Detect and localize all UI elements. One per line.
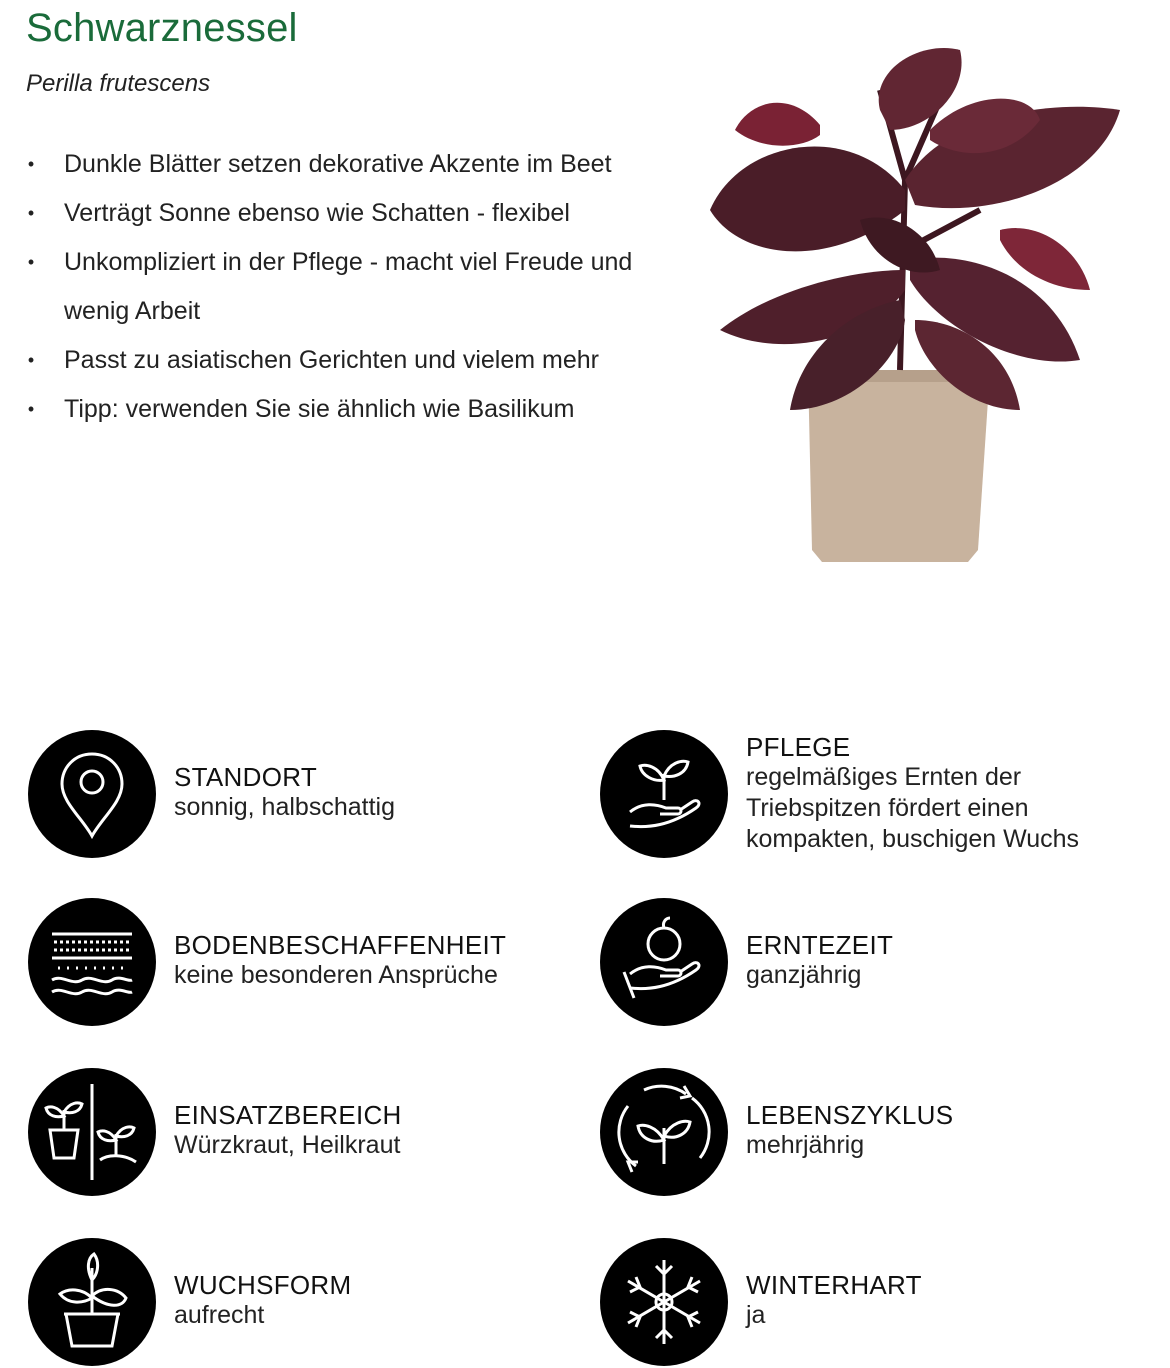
bullet-text: Tipp: verwenden Sie sie ähnlich wie Basilikum [64, 395, 575, 423]
feature-value: ja [746, 1301, 766, 1329]
bullet-text: Verträgt Sonne ebenso wie Schatten - flexibel [64, 199, 570, 227]
feature-label: STANDORT [174, 762, 318, 792]
soil-layers-icon [28, 898, 156, 1026]
feature-boden [28, 898, 568, 1028]
potted-plant-icon [28, 1238, 156, 1366]
feature-value: sonnig, halbschattig [174, 793, 395, 821]
pot-and-garden-icon [28, 1068, 156, 1196]
feature-winter [600, 1238, 1140, 1368]
plant-image [700, 30, 1140, 570]
feature-label: BODENBESCHAFFENHEIT [174, 930, 507, 960]
bullet-item: • Passt zu asiatischen Gerichten und vielem mehr [27, 346, 599, 374]
feature-label: WUCHSFORM [174, 1270, 352, 1300]
product-latin-name: Perilla frutescens [26, 70, 211, 97]
bullet-item: • Dunkle Blätter setzen dekorative Akzente im Beet [27, 150, 612, 178]
feature-leben [600, 1068, 1140, 1198]
seedling-hand-icon [600, 730, 728, 858]
bullet-text: Dunkle Blätter setzen dekorative Akzente im Beet [64, 150, 612, 178]
feature-label: ERNTEZEIT [746, 930, 894, 960]
snowflake-icon [600, 1238, 728, 1366]
bullet-item: • Unkompliziert in der Pflege - macht viel Freude und wenig Arbeit [27, 248, 633, 325]
fruit-hand-icon [600, 898, 728, 1026]
feature-label: EINSATZBEREICH [174, 1100, 402, 1130]
feature-wuchs [28, 1238, 568, 1368]
bullet-text: Passt zu asiatischen Gerichten und vielem mehr [64, 346, 599, 374]
feature-label: PFLEGE [746, 732, 851, 762]
feature-value: mehrjährig [746, 1131, 865, 1159]
location-pin-icon [28, 730, 156, 858]
feature-value: Würzkraut, Heilkraut [174, 1131, 401, 1159]
bullet-text: Unkompliziert in der Pflege - macht viel Freude und wenig Arbeit [64, 248, 633, 325]
feature-label: LEBENSZYKLUS [746, 1100, 954, 1130]
feature-standort [28, 730, 568, 860]
cycle-plant-icon [600, 1068, 728, 1196]
feature-value: regelmäßiges Ernten der Triebspitzen fördert einen kompakten, buschigen Wuchs [746, 763, 1080, 853]
feature-einsatz [28, 1068, 568, 1198]
feature-ernte [600, 898, 1140, 1028]
feature-label: WINTERHART [746, 1270, 922, 1300]
feature-value: keine besonderen Ansprüche [174, 961, 498, 989]
feature-value: ganzjährig [746, 961, 862, 989]
bullet-item: • Verträgt Sonne ebenso wie Schatten - flexibel [27, 199, 570, 227]
feature-value: aufrecht [174, 1301, 265, 1329]
feature-bullet-list [26, 140, 646, 434]
product-title: Schwarznessel [26, 6, 298, 50]
bullet-item: • Tipp: verwenden Sie sie ähnlich wie Basilikum [27, 395, 575, 423]
feature-pflege [600, 730, 1140, 860]
